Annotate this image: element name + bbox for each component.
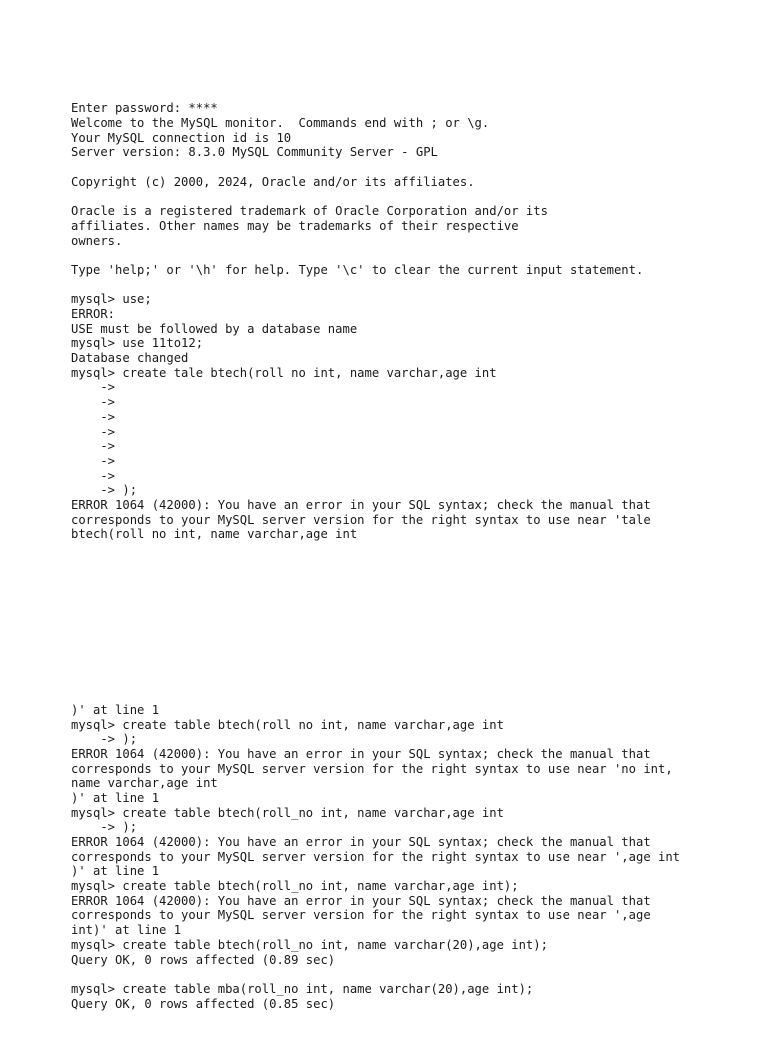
terminal-line: Your MySQL connection id is 10 xyxy=(71,130,292,145)
terminal-line: mysql> create table btech(roll_no int, name varchar(20),age int); xyxy=(71,937,548,952)
terminal-line: corresponds to your MySQL server version for the right syntax to use near 'tale xyxy=(71,512,651,527)
terminal-line xyxy=(71,967,751,982)
terminal-line: name varchar,age int xyxy=(71,776,218,791)
terminal-line: -> ); xyxy=(71,732,138,747)
terminal-line xyxy=(71,160,751,175)
terminal-transcript xyxy=(71,72,751,1041)
terminal-line xyxy=(71,248,751,263)
terminal-line xyxy=(71,190,751,205)
terminal-line: ERROR 1064 (42000): You have an error in your SQL syntax; check the manual that xyxy=(71,746,651,761)
terminal-line: -> ); xyxy=(71,483,138,498)
terminal-line: mysql> create table btech(roll_no int, name varchar,age int xyxy=(71,805,504,820)
terminal-line: mysql> create tale btech(roll no int, name varchar,age int xyxy=(71,365,497,380)
terminal-line: ERROR 1064 (42000): You have an error in your SQL syntax; check the manual that xyxy=(71,893,651,908)
terminal-line: ERROR 1064 (42000): You have an error in your SQL syntax; check the manual that xyxy=(71,835,651,850)
terminal-line: )' at line 1 xyxy=(71,702,160,717)
terminal-line: -> xyxy=(71,395,116,410)
terminal-line: mysql> use; xyxy=(71,292,152,307)
terminal-line: -> xyxy=(71,409,116,424)
transcript-block-1 xyxy=(71,101,751,542)
terminal-line: )' at line 1 xyxy=(71,790,160,805)
terminal-line: mysql> create table btech(roll_no int, name varchar,age int); xyxy=(71,879,519,894)
terminal-line: int)' at line 1 xyxy=(71,923,182,938)
terminal-line: -> xyxy=(71,380,116,395)
blank-gap xyxy=(71,571,751,673)
terminal-line: ERROR: xyxy=(71,307,116,322)
terminal-line: Copyright (c) 2000, 2024, Oracle and/or its affiliates. xyxy=(71,174,475,189)
terminal-line: -> xyxy=(71,424,116,439)
terminal-line: Database changed xyxy=(71,351,189,366)
terminal-line: corresponds to your MySQL server version for the right syntax to use near 'no int, xyxy=(71,761,673,776)
terminal-line: Oracle is a registered trademark of Oracle Corporation and/or its xyxy=(71,204,548,219)
terminal-line: corresponds to your MySQL server version for the right syntax to use near ',age xyxy=(71,908,651,923)
terminal-line: Server version: 8.3.0 MySQL Community Server - GPL xyxy=(71,145,438,160)
terminal-line: -> xyxy=(71,439,116,454)
terminal-line: )' at line 1 xyxy=(71,864,160,879)
terminal-line: -> ); xyxy=(71,820,138,835)
terminal-line: -> xyxy=(71,453,116,468)
terminal-line: Query OK, 0 rows affected (0.89 sec) xyxy=(71,952,336,967)
terminal-line: Enter password: **** xyxy=(71,101,218,116)
terminal-line: Welcome to the MySQL monitor. Commands end with ; or \g. xyxy=(71,116,490,131)
terminal-line: -> xyxy=(71,468,116,483)
terminal-line: ERROR 1064 (42000): You have an error in your SQL syntax; check the manual that xyxy=(71,497,651,512)
terminal-line: owners. xyxy=(71,233,123,248)
transcript-block-2 xyxy=(71,703,751,1011)
terminal-line: mysql> use 11to12; xyxy=(71,336,204,351)
terminal-line: USE must be followed by a database name xyxy=(71,321,358,336)
terminal-line: mysql> create table mba(roll_no int, name varchar(20),age int); xyxy=(71,981,534,996)
terminal-line: mysql> create table btech(roll no int, name varchar,age int xyxy=(71,717,504,732)
terminal-line: btech(roll no int, name varchar,age int xyxy=(71,527,358,542)
terminal-line: Type 'help;' or '\h' for help. Type '\c' to clear the current input statement. xyxy=(71,262,644,277)
terminal-line: affiliates. Other names may be trademarks of their respective xyxy=(71,218,519,233)
terminal-line: Query OK, 0 rows affected (0.85 sec) xyxy=(71,996,336,1011)
terminal-line: corresponds to your MySQL server version for the right syntax to use near ',age int xyxy=(71,849,681,864)
terminal-line xyxy=(71,278,751,293)
